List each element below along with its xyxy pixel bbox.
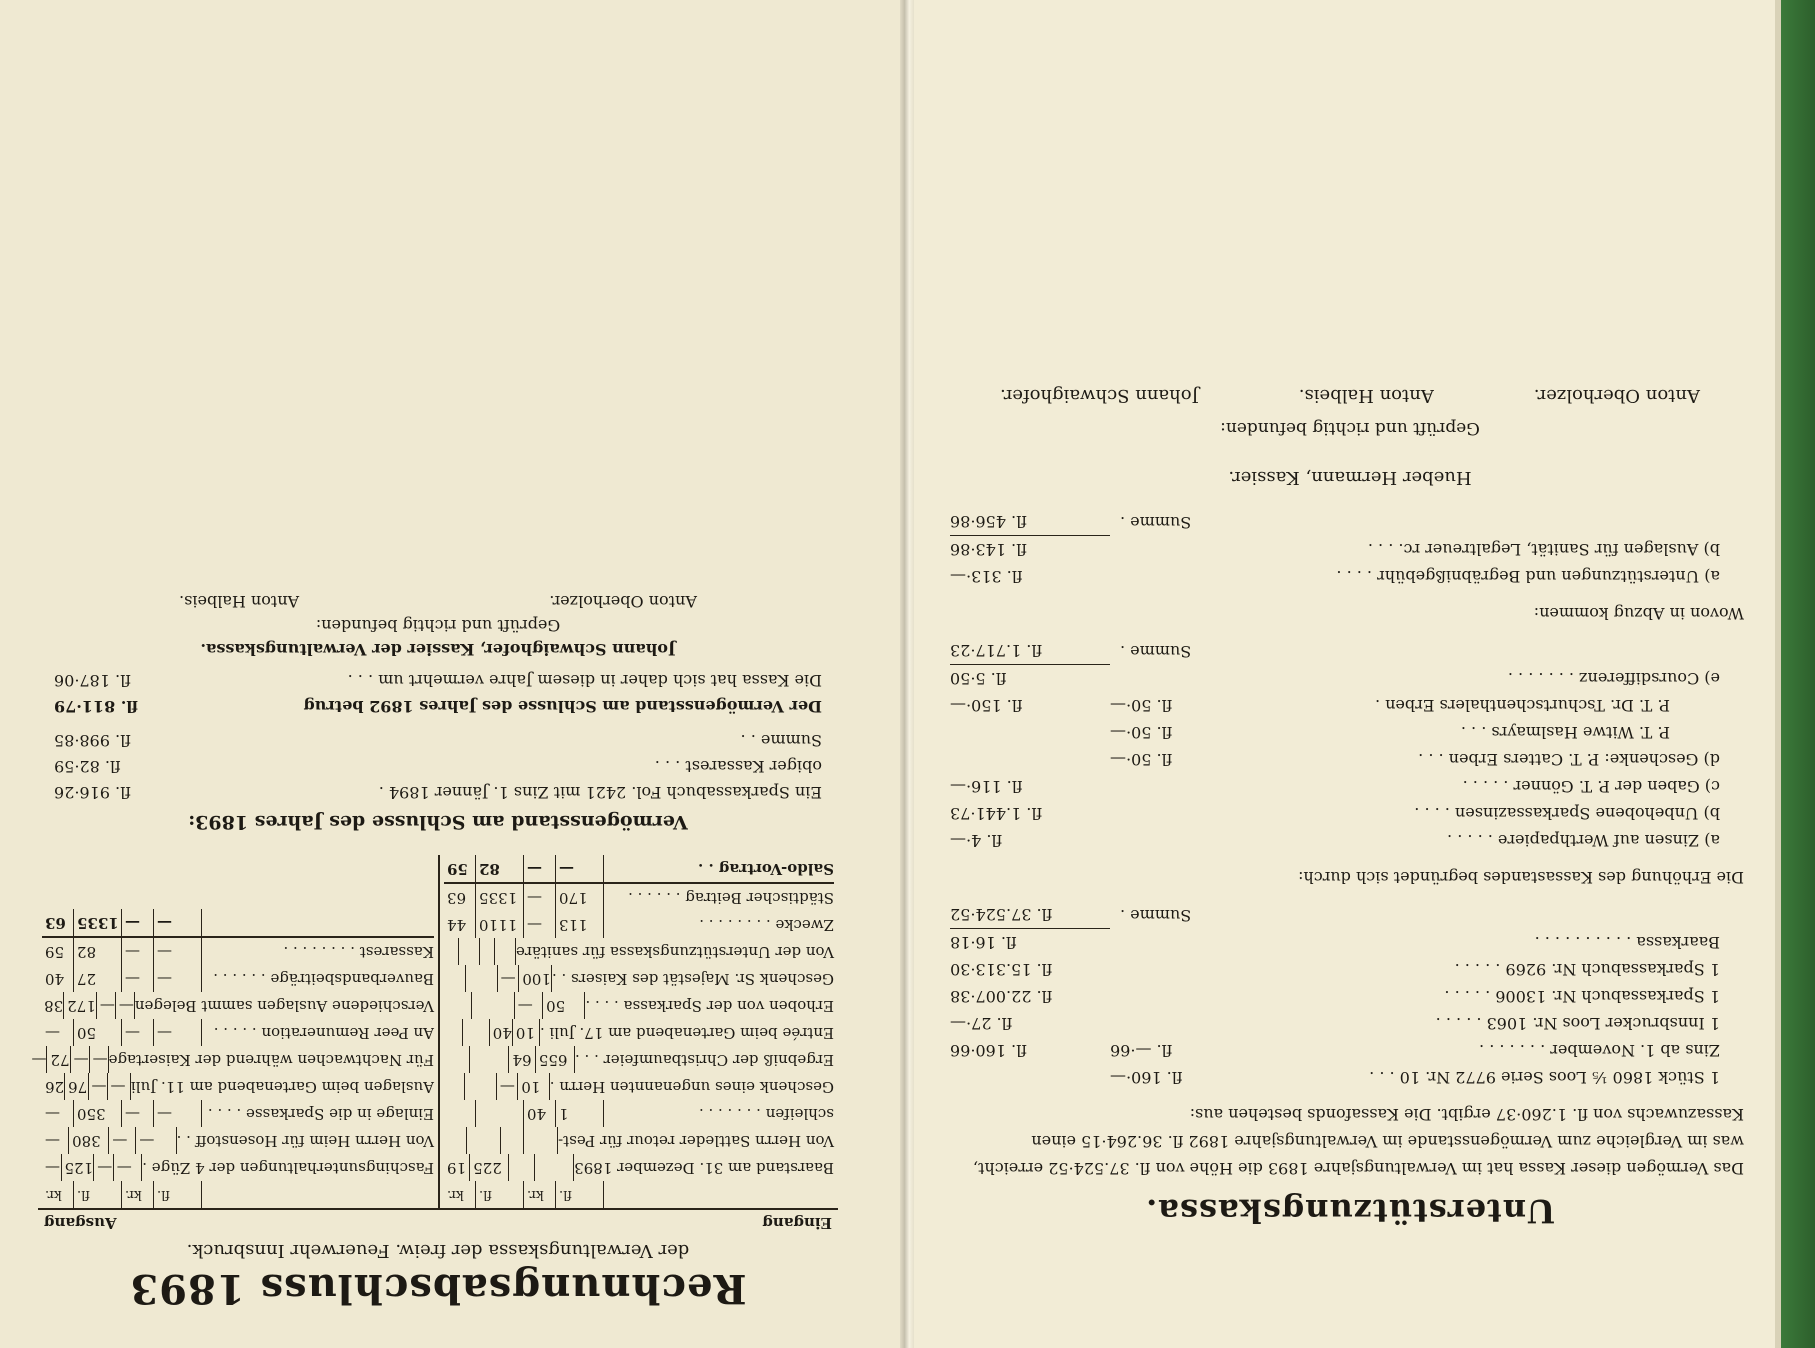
row-desc: c) Gaben der P. T. Gönner . . . . .	[1462, 777, 1720, 796]
row-desc: d) Geschenke: P. T. Catters Erben . . .	[1418, 750, 1720, 769]
uk-kassier-signature: Hueber Hermann, Kassier.	[1228, 467, 1472, 488]
fl-amount: 1335	[74, 909, 122, 936]
erhoehung-text: Die Erhöhung des Kassastandes begründet sich durch:	[1298, 868, 1744, 887]
row-desc: e) Coursdifferenz . . . . . . .	[1507, 669, 1720, 688]
fl-amount: 1335	[476, 884, 524, 911]
row-subvalue	[1110, 929, 1220, 956]
kr-amount: —	[524, 911, 556, 938]
kr-amount: —	[122, 1100, 154, 1127]
kr-amount	[444, 992, 472, 1019]
row-desc: Von der Unterstützungskassa für sanitäre	[515, 943, 834, 961]
row-value	[950, 1064, 1110, 1091]
row-subvalue	[1110, 956, 1220, 983]
ra-title: Rechnungsabschluss 1893	[129, 1265, 747, 1312]
fl-amount	[476, 1100, 524, 1127]
fl-amount: —	[114, 1154, 142, 1181]
fl-amount: 82	[74, 938, 122, 965]
row-subvalue	[1110, 800, 1220, 827]
row-desc: P. T. Dr. Tschurtschenthalers Erben .	[1374, 696, 1670, 715]
row-desc: Summe . .	[740, 731, 822, 750]
ausgang-heading: Ausgang	[44, 1214, 117, 1232]
fl-amount: 655	[536, 1046, 575, 1073]
fl-amount: 1110	[476, 911, 524, 938]
row-desc: obiger Kassarest . . .	[654, 757, 822, 776]
row-desc: Einlage in die Sparkasse . . . .	[207, 1105, 434, 1123]
ledger-row	[444, 1046, 834, 1073]
kr-amount: 59	[42, 938, 74, 965]
ledger-row	[444, 884, 834, 911]
ledger-row	[42, 1019, 434, 1046]
vermoegen-row	[54, 753, 822, 779]
fl-amount	[495, 938, 516, 965]
ledger-row	[444, 1127, 834, 1154]
row-desc: Summe .	[1120, 642, 1192, 661]
kr-amount: —	[89, 1073, 108, 1100]
row-value: fl. 37.524·52	[950, 901, 1110, 929]
row-desc: Ein Sparkassabuch Fol. 2421 mit Zins 1. Jänner 1894 .	[378, 783, 822, 802]
kr-amount: —	[498, 965, 520, 992]
kr-header: kr.	[524, 1181, 556, 1208]
kr-amount: —	[94, 1154, 114, 1181]
row-desc: An Peer Remuneration . . . . .	[213, 1024, 434, 1042]
ledger-headings	[44, 1214, 832, 1232]
kr-amount: —	[42, 1127, 69, 1154]
entry-row	[950, 1037, 1750, 1064]
fl-amount: 10	[513, 1019, 540, 1046]
fl-amount: 172	[64, 992, 97, 1019]
kr-amount: 26	[42, 1073, 65, 1100]
ledger-total-row	[42, 909, 434, 938]
row-subvalue: fl. 50·—	[1110, 750, 1173, 769]
entry-row	[950, 719, 1750, 746]
entry-row	[950, 929, 1750, 956]
row-subvalue	[1110, 665, 1220, 692]
fl-amount: —	[556, 855, 604, 882]
geprueft-line: Geprüft und richtig befunden:	[315, 616, 561, 635]
kr-amount: —	[42, 1019, 74, 1046]
fl-amount	[535, 1154, 574, 1181]
row-value: fl. 916·26	[54, 783, 131, 802]
fl-amount: 82	[476, 855, 524, 882]
row-desc: Saldo-Vortrag . .	[698, 860, 834, 878]
ledger-row	[444, 992, 834, 1019]
fonds-sum-row	[950, 901, 1750, 929]
row-value	[950, 746, 1110, 773]
vermoegen-summary	[38, 589, 838, 833]
kassier-signature: Johann Schwaighofer, Kassier der Verwaltungskassa.	[200, 640, 676, 659]
kr-amount: —	[109, 1127, 136, 1154]
ledger-row	[444, 1154, 834, 1181]
row-desc: Auslagen beim Gartenabend am 11. Juli	[130, 1078, 434, 1096]
kr-amount: —	[524, 884, 556, 911]
uk-intro: Das Vermögen dieser Kassa hat im Verwaltungsjahre 1893 die Höhe von fl. 37.524·52 erreicht, was im Vergleiche zum Vermögensstande im Verwaltungsjahre 1892 fl. 36.264·15 einen Kassazuwachs von fl. 1.260·37 ergibt. Die Kassafonds bestehen aus:	[972, 1105, 1744, 1178]
row-desc: Der Vermögensstand am Schlusse des Jahres 1892 betrug	[303, 697, 822, 716]
row-value: fl. 27·—	[950, 1014, 1013, 1033]
row-desc: 1 Sparkassabuch Nr. 9269 . . . . .	[1454, 960, 1720, 979]
ledger-row	[42, 1100, 434, 1127]
kr-amount: 63	[444, 884, 476, 911]
kr-amount: —	[42, 1100, 74, 1127]
ledger-row	[444, 1073, 834, 1100]
kr-amount: —	[97, 992, 116, 1019]
ledger-header-row	[444, 1181, 834, 1208]
fl-amount	[467, 1127, 501, 1154]
auditor-name: Johann Schwaighofer.	[1000, 385, 1199, 406]
entry-row	[950, 692, 1750, 719]
kr-amount: —	[122, 965, 154, 992]
row-value	[950, 719, 1110, 746]
fl-amount: 10	[518, 1073, 549, 1100]
kr-amount	[509, 1154, 535, 1181]
fl-amount: —	[136, 1127, 176, 1154]
row-value: fl. 1.441·73	[950, 804, 1043, 823]
ledger-row	[42, 1154, 434, 1181]
fl-amount: 350	[74, 1100, 122, 1127]
fl-amount: —	[116, 992, 135, 1019]
row-subvalue: fl. 50·—	[1110, 723, 1173, 742]
ra-subtitle: der Verwaltungskassa der freiw. Feuerwehr Innsbruck.	[186, 1240, 690, 1261]
entry-row	[950, 1010, 1750, 1037]
row-desc: Geschenk Sr. Majestät des Kaisers . .	[551, 970, 834, 988]
uk-title: Unterstützungskassa.	[1145, 1192, 1555, 1230]
row-value: fl. 187·06	[54, 671, 131, 690]
kr-amount	[444, 1127, 467, 1154]
row-desc: Erhoben von der Sparkassa . . . .	[585, 997, 834, 1015]
ledger-row	[444, 938, 834, 965]
auditor-names	[54, 589, 822, 613]
green-cover-edge	[1775, 0, 1815, 1348]
entry-row	[950, 536, 1750, 563]
ledger-row	[42, 1127, 434, 1154]
ausgang-column	[31, 855, 438, 1208]
fl-amount	[463, 1019, 490, 1046]
kr-amount: —	[71, 1046, 90, 1073]
kr-amount: —	[497, 1073, 518, 1100]
fl-amount: —	[154, 909, 202, 936]
row-desc: Für Nachtwachen während der Kaisertage	[108, 1051, 434, 1069]
kr-amount	[501, 1127, 524, 1154]
kr-amount: 59	[444, 855, 476, 882]
fl-amount	[466, 965, 498, 992]
ledger-row	[444, 1100, 834, 1127]
kr-amount: —	[42, 1154, 62, 1181]
row-value: fl. 313·—	[950, 567, 1023, 586]
row-desc	[202, 909, 434, 936]
row-desc: Baarkassa . . . . . . . . . .	[1534, 933, 1720, 952]
row-desc: Zwecke . . . . . . . .	[699, 916, 834, 934]
entry-row	[950, 665, 1750, 692]
fl-amount: 380	[69, 1127, 109, 1154]
row-desc: Entrée beim Gartenabend am 17. Juli .	[539, 1024, 834, 1042]
fl-amount	[472, 992, 514, 1019]
fl-amount	[470, 1046, 509, 1073]
fl-amount: 76	[65, 1073, 88, 1100]
vermoegen-title: Vermögensstand am Schlusse des Jahres 1893:	[188, 811, 688, 833]
fl-header: fl.	[74, 1181, 122, 1208]
auditor-name: Anton Halbeis.	[179, 592, 300, 611]
ledger-total-row	[444, 855, 834, 884]
kr-amount: —	[122, 1019, 154, 1046]
fl-amount: —	[154, 1100, 202, 1127]
fl-amount: —	[154, 965, 202, 992]
row-desc: 1 Sparkassabuch Nr. 13006 . . . . .	[1444, 987, 1720, 1006]
kr-amount	[444, 965, 466, 992]
row-value: fl. 4·—	[950, 831, 1003, 850]
row-value: fl. 143·86	[950, 540, 1027, 559]
row-desc: Die Kassa hat sich daher in diesem Jahre vermehrt um . . .	[347, 671, 822, 690]
ledger-row	[31, 1046, 434, 1073]
vermoegen-row	[54, 779, 822, 805]
kr-header: kr.	[42, 1181, 74, 1208]
row-subvalue: fl. 160·—	[1110, 1068, 1183, 1087]
vermoegen-row	[54, 727, 822, 753]
kr-amount	[444, 938, 459, 965]
row-value: fl. 22.007·38	[950, 987, 1053, 1006]
entry-row	[950, 1064, 1750, 1091]
kr-amount: 19	[444, 1154, 470, 1181]
row-subvalue: fl. —·66	[1110, 1041, 1173, 1060]
row-desc: 1 Stück 1860 ⅕ Loos Serie 9772 Nr. 10 . . .	[1369, 1068, 1720, 1087]
entry-row	[950, 827, 1750, 854]
row-value: fl. 116·—	[950, 777, 1023, 796]
row-desc: a) Unterstützungen und Begräbnißgebühr . . . .	[1336, 567, 1720, 586]
row-value: fl. 160·66	[950, 1041, 1027, 1060]
kr-amount: 64	[509, 1046, 535, 1073]
ledger-row	[42, 992, 434, 1019]
kr-amount: —	[29, 1046, 48, 1073]
row-value: fl. 811·79	[54, 697, 139, 716]
vermoegen-1892-row	[54, 693, 822, 719]
entry-row	[950, 746, 1750, 773]
fl-amount	[524, 1127, 558, 1154]
row-subvalue	[1110, 773, 1220, 800]
kr-amount: 63	[42, 909, 74, 936]
kr-header: kr.	[444, 1181, 476, 1208]
fl-amount: 27	[74, 965, 122, 992]
ledger-row	[42, 965, 434, 992]
row-value: fl. 998·85	[54, 731, 131, 750]
fl-amount	[459, 938, 480, 965]
entry-row	[950, 800, 1750, 827]
eingang-column	[438, 855, 838, 1208]
row-subvalue: fl. 50·—	[1110, 696, 1173, 715]
row-value: fl. 15.313·30	[950, 960, 1053, 979]
kr-amount: —	[122, 938, 154, 965]
row-desc: b) Auslagen für Sanität, Legaltreuer rc. . . .	[1367, 540, 1720, 559]
row-desc: a) Zinsen auf Werthpapiere . . . . .	[1447, 831, 1720, 850]
fl-amount: —	[90, 1046, 109, 1073]
row-desc: Baarstand am 31. Dezember 1893	[574, 1159, 834, 1177]
row-desc: Summe .	[1120, 513, 1192, 532]
kr-amount	[444, 1046, 470, 1073]
row-value: fl. 5·50	[950, 669, 1007, 688]
fl-header: fl.	[154, 1181, 202, 1208]
row-desc: Ergebniß der Christbaumfeier . . .	[574, 1051, 834, 1069]
row-desc: b) Unbehobene Sparkassazinsen . . . .	[1414, 804, 1720, 823]
row-value: fl. 456·86	[950, 508, 1110, 536]
kr-amount	[444, 1100, 476, 1127]
row-desc: Summe .	[1120, 906, 1192, 925]
row-subvalue	[1110, 827, 1220, 854]
row-value: fl. 150·—	[950, 696, 1023, 715]
kr-amount: 40	[524, 1100, 556, 1127]
fl-amount: 225	[470, 1154, 509, 1181]
uk-geprueft-line: Geprüft und richtig befunden:	[1220, 418, 1480, 438]
fl-header: fl.	[476, 1181, 524, 1208]
entry-row	[950, 563, 1750, 590]
abgang-text: Wovon in Abzug kommen:	[1533, 604, 1744, 623]
unterstuetzungskassa	[950, 120, 1750, 1230]
fl-amount: 50	[74, 1019, 122, 1046]
ledger-row	[444, 1019, 834, 1046]
kr-amount: 40	[490, 1019, 513, 1046]
kr-amount: 44	[444, 911, 476, 938]
fl-header: fl.	[556, 1181, 604, 1208]
kr-amount: 38	[41, 992, 64, 1019]
abg-sum-row	[950, 508, 1750, 536]
auditor-name: Anton Oberholzer.	[549, 592, 697, 611]
row-desc: schleifen . . . . . . .	[698, 1105, 834, 1123]
fl-amount: 1	[556, 1100, 604, 1127]
row-desc: Kassarest . . . . . . . .	[283, 943, 434, 961]
ledger-table	[31, 855, 838, 1210]
ledger-row	[444, 965, 834, 992]
fl-amount: —	[154, 1019, 202, 1046]
fl-amount: 113	[556, 911, 604, 938]
ledger-row	[42, 1073, 434, 1100]
row-desc: Von Herrn Heim für Hosenstoff . .	[176, 1132, 434, 1150]
kr-amount	[444, 1073, 465, 1100]
kr-amount: —	[524, 855, 556, 882]
row-value: fl. 82·59	[54, 757, 121, 776]
fl-amount: 50	[543, 992, 585, 1019]
row-desc: Geschenk eines ungenannten Herrn .	[549, 1078, 834, 1096]
fl-amount: 170	[556, 884, 604, 911]
row-desc: 1 Innsbrucker Loos Nr. 1063 . . . . .	[1435, 1014, 1720, 1033]
fl-amount: 100	[519, 965, 552, 992]
erh-sum-row	[950, 637, 1750, 665]
entry-row	[950, 956, 1750, 983]
kr-header: kr.	[122, 1181, 154, 1208]
kr-amount	[480, 938, 495, 965]
vermehrt-row	[54, 667, 822, 693]
fl-amount: —	[108, 1073, 131, 1100]
row-desc: Städtischer Beitrag . . . . . .	[628, 889, 834, 907]
ledger-row	[444, 911, 834, 938]
row-desc: P. T. Witwe Haslmayrs . . .	[1460, 723, 1670, 742]
row-subvalue	[1110, 1010, 1220, 1037]
row-value: fl. 16·18	[950, 933, 1017, 952]
fl-amount: 72	[48, 1046, 71, 1073]
page-fold	[900, 0, 914, 1348]
fl-amount	[465, 1073, 496, 1100]
kr-amount: —	[515, 992, 543, 1019]
auditor-name: Anton Halbeis.	[1298, 385, 1434, 406]
rechnungsabschluss	[31, 88, 838, 1328]
fl-amount: —	[154, 938, 202, 965]
row-desc: Zins ab 1. November . . . . . . .	[1479, 1041, 1720, 1060]
row-desc: Von Herrn Sattleder retour für Pest-	[558, 1132, 834, 1150]
row-desc: Verschiedene Auslagen sammt Belegen	[134, 997, 434, 1015]
ledger-header-row	[42, 1181, 434, 1208]
row-desc: Bauverbandsbeiträge . . . . . .	[213, 970, 434, 988]
ledger-row	[42, 938, 434, 965]
row-value: fl. 1.717·23	[950, 637, 1110, 665]
entry-row	[950, 983, 1750, 1010]
entry-row	[950, 773, 1750, 800]
row-subvalue	[1110, 983, 1220, 1010]
kr-amount: —	[122, 909, 154, 936]
fl-amount: 125	[62, 1154, 95, 1181]
auditor-name: Anton Oberholzer.	[1533, 385, 1701, 406]
kr-amount: 40	[42, 965, 74, 992]
kr-amount	[444, 1019, 463, 1046]
eingang-heading: Eingang	[762, 1214, 832, 1232]
row-desc: Faschingsunterhaltungen der 4 Züge .	[142, 1159, 434, 1177]
uk-auditor-names	[950, 385, 1750, 406]
